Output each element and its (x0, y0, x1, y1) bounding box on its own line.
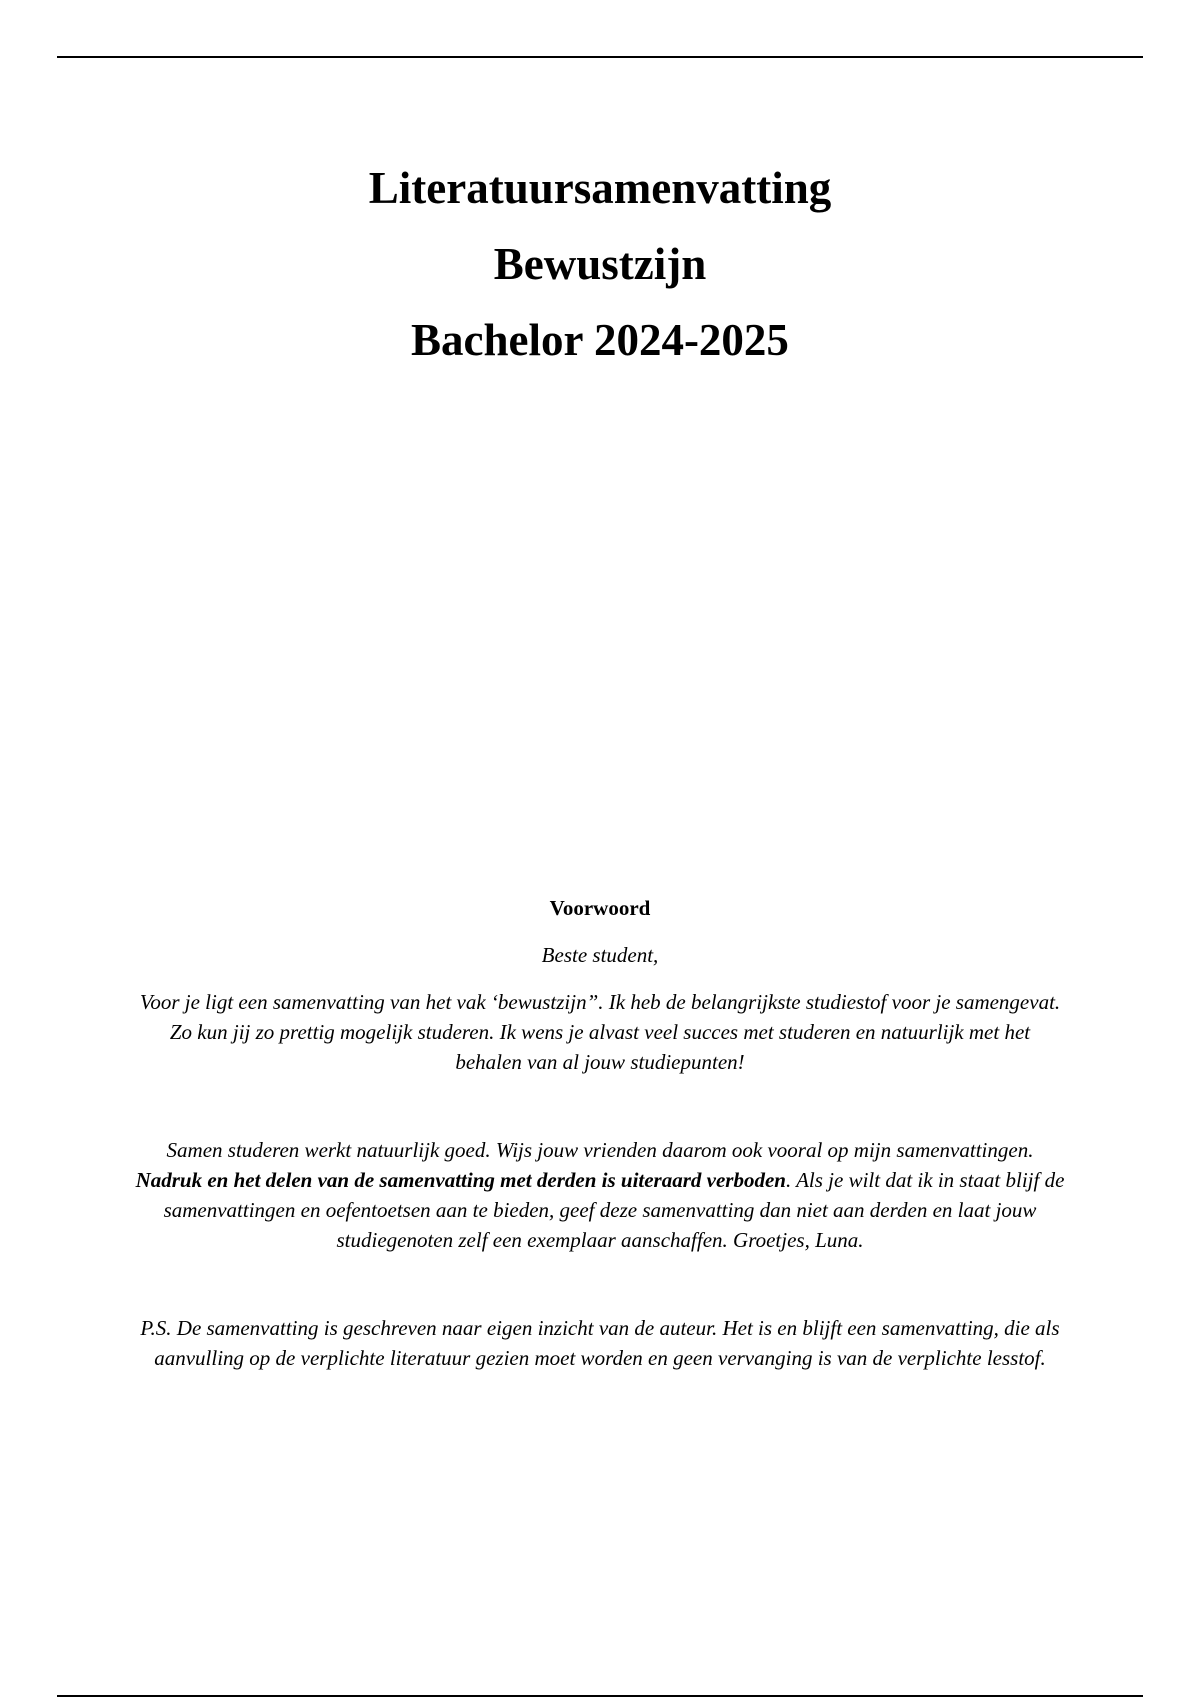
foreword-greeting: Beste student, (541, 943, 659, 967)
sharing-text-end: . Als je wilt dat ik in staat blijf de samenvattingen en oefentoetsen aan te bieden, geef deze samenvatting dan niet aan derden en laat jouw studiegenoten zelf een exemplaar aanschaffen. Groetjes, Luna. (163, 1168, 1065, 1252)
foreword-paragraph-ps: P.S. De samenvatting is geschreven naar eigen inzicht van de auteur. Het is en blijft een samenvatting, die als aanvulling op de verplichte literatuur gezien moet worden en geen vervanging is van de verplichte lesstof. (140, 1316, 1060, 1370)
sharing-prohibition-notice: Nadruk en het delen van de samenvatting met derden is uiteraard verboden (135, 1168, 786, 1192)
foreword-paragraph-intro: Voor je ligt een samenvatting van het vak ‘bewustzijn”. Ik heb de belangrijkste studiestof voor je samengevat. Zo kun jij zo prettig mogelijk studeren. Ik wens je alvast veel succes met studeren en natuurlijk met het behalen van al jouw studiepunten! (139, 990, 1061, 1074)
top-rule (57, 56, 1143, 58)
document-title: Literatuursamenvatting (368, 163, 832, 213)
foreword-section (120, 893, 1080, 1373)
course-name: Bewustzijn (493, 239, 707, 289)
academic-year: Bachelor 2024-2025 (411, 315, 789, 365)
bottom-rule (57, 1695, 1143, 1697)
foreword-paragraph-sharing (120, 1135, 1080, 1255)
sharing-text-start: Samen studeren werkt natuurlijk goed. Wijs jouw vrienden daarom ook vooral op mijn samenvattingen. (166, 1138, 1034, 1162)
title-block (0, 150, 1200, 378)
foreword-heading: Voorwoord (549, 896, 651, 920)
